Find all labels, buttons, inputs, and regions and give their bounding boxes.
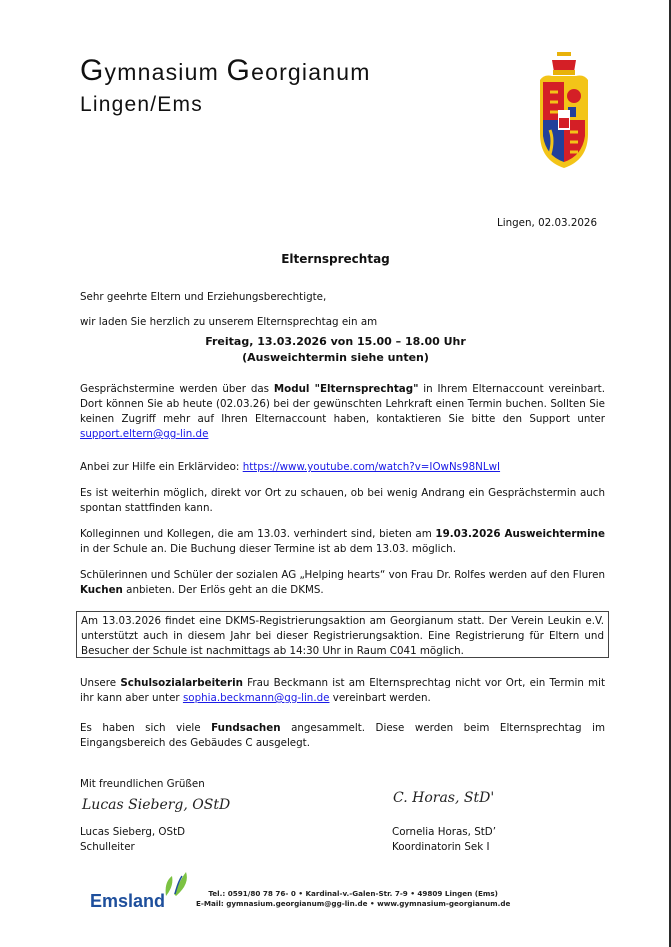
emsland-wordmark: Emsland	[90, 891, 166, 911]
school-name-part: ymnasium	[104, 59, 227, 85]
text: Es haben sich viele	[80, 722, 212, 734]
paragraph-video	[80, 460, 605, 475]
paragraph-spontaneous: Es ist weiterhin möglich, direkt vor Ort zu schauen, ob bei wenig Andrang ein Gesprächstermin auch spontan stattfinden kann.	[80, 487, 605, 514]
text: anbieten. Der Erlös geht an die DKMS.	[122, 584, 324, 596]
footer-email-web: E-Mail: gymnasium.georgianum@gg-lin.de • www.gymnasium-georgianum.de	[196, 899, 511, 908]
footer-contact	[196, 889, 510, 909]
video-link[interactable]: https://www.youtube.com/watch?v=IOwNs98NLwI	[242, 461, 501, 473]
coat-of-arms-icon	[538, 52, 590, 170]
lost-found-label: Fundsachen	[211, 722, 281, 734]
text: in Ihrem Elternaccount vereinbart. Dort können Sie ab heute (02.03.26) bei der gewünschten Lehrkraft einen Termin buchen. Sollten Sie keinen Zugriff mehr auf Ihren Elternaccount haben, kontaktieren Sie bitte den Support unter	[80, 383, 605, 425]
signatory-right-role: Koordinatorin Sek I	[392, 841, 490, 853]
salutation: Sehr geehrte Eltern und Erziehungsberechtigte,	[80, 291, 327, 303]
support-email-link[interactable]: support.eltern@gg-lin.de	[80, 428, 209, 440]
letter-date: Lingen, 02.03.2026	[497, 217, 598, 229]
signatory-left-role: Schulleiter	[80, 841, 135, 853]
text: Frau Beckmann ist am Elternsprechtag nicht vor Ort, ein Termin mit ihr kann aber unter	[80, 677, 605, 704]
event-alternative-note: (Ausweichtermin siehe unten)	[242, 351, 429, 364]
alternative-date: 19.03.2026 Ausweichtermine	[435, 528, 605, 540]
school-name-part: eorgianum	[251, 59, 371, 85]
social-worker-email-link[interactable]: sophia.beckmann@gg-lin.de	[182, 692, 330, 704]
text: in der Schule an. Die Buchung dieser Termine ist ab dem 13.03. möglich.	[80, 543, 456, 555]
school-city: Lingen/Ems	[80, 93, 203, 116]
cake-label: Kuchen	[80, 584, 123, 596]
text: Anbei zur Hilfe ein Erklärvideo:	[80, 461, 243, 473]
school-name-initial: G	[80, 54, 105, 87]
emsland-logo	[90, 870, 190, 912]
social-worker-label: Schulsozialarbeiterin	[120, 677, 243, 689]
emsland-leaf-icon	[162, 870, 190, 898]
signatory-right	[392, 825, 496, 855]
text: vereinbart werden.	[329, 692, 431, 704]
text: angesammelt. Diese werden beim Elternsprechtag im Eingangsbereich des Gebäudes C ausgelegt.	[80, 722, 605, 749]
event-date: Freitag, 13.03.2026 von 15.00 – 18.00 Uhr	[205, 335, 466, 348]
paragraph-booking	[80, 382, 605, 442]
school-name-initial: G	[226, 54, 252, 87]
text: Unsere	[80, 677, 121, 689]
paragraph-cake-sale	[80, 568, 605, 598]
signatory-left-name: Lucas Sieberg, OStD	[80, 826, 186, 838]
signature-left: Lucas Sieberg, OStD	[82, 797, 231, 813]
intro-text: wir laden Sie herzlich zu unserem Elternsprechtag ein am	[80, 316, 378, 328]
paragraph-alternative-date	[80, 527, 605, 557]
paragraph-social-worker	[80, 676, 605, 706]
text: Gesprächstermine werden über das	[80, 383, 274, 395]
signatory-left	[80, 825, 185, 855]
signatory-right-name: Cornelia Horas, StD’	[392, 826, 496, 838]
footer-address: Tel.: 0591/80 78 76- 0 • Kardinal-v.-Galen-Str. 7-9 • 49809 Lingen (Ems)	[208, 889, 498, 898]
dkms-notice-box: Am 13.03.2026 findet eine DKMS-Registrierungsaktion am Georgianum statt. Der Verein Leukin e.V. unterstützt auch in diesem Jahr bei dieser Registrierungsaktion. Eine Registrierung für Eltern und Besucher der Schule ist nachmittags ab 14:30 Uhr in Raum C041 möglich.	[76, 611, 609, 658]
closing: Mit freundlichen Grüßen	[80, 778, 205, 790]
school-name	[80, 56, 371, 86]
letter-title: Elternsprechtag	[281, 252, 390, 266]
text: Kolleginnen und Kollegen, die am 13.03. verhindert sind, bieten am	[80, 528, 436, 540]
signature-right: C. Horas, StD'	[393, 790, 495, 806]
module-name: Modul "Elternsprechtag"	[273, 383, 419, 395]
text: Schülerinnen und Schüler der sozialen AG „Helping hearts“ von Frau Dr. Rolfes werden auf den Fluren	[80, 569, 605, 581]
paragraph-lost-found	[80, 721, 605, 751]
